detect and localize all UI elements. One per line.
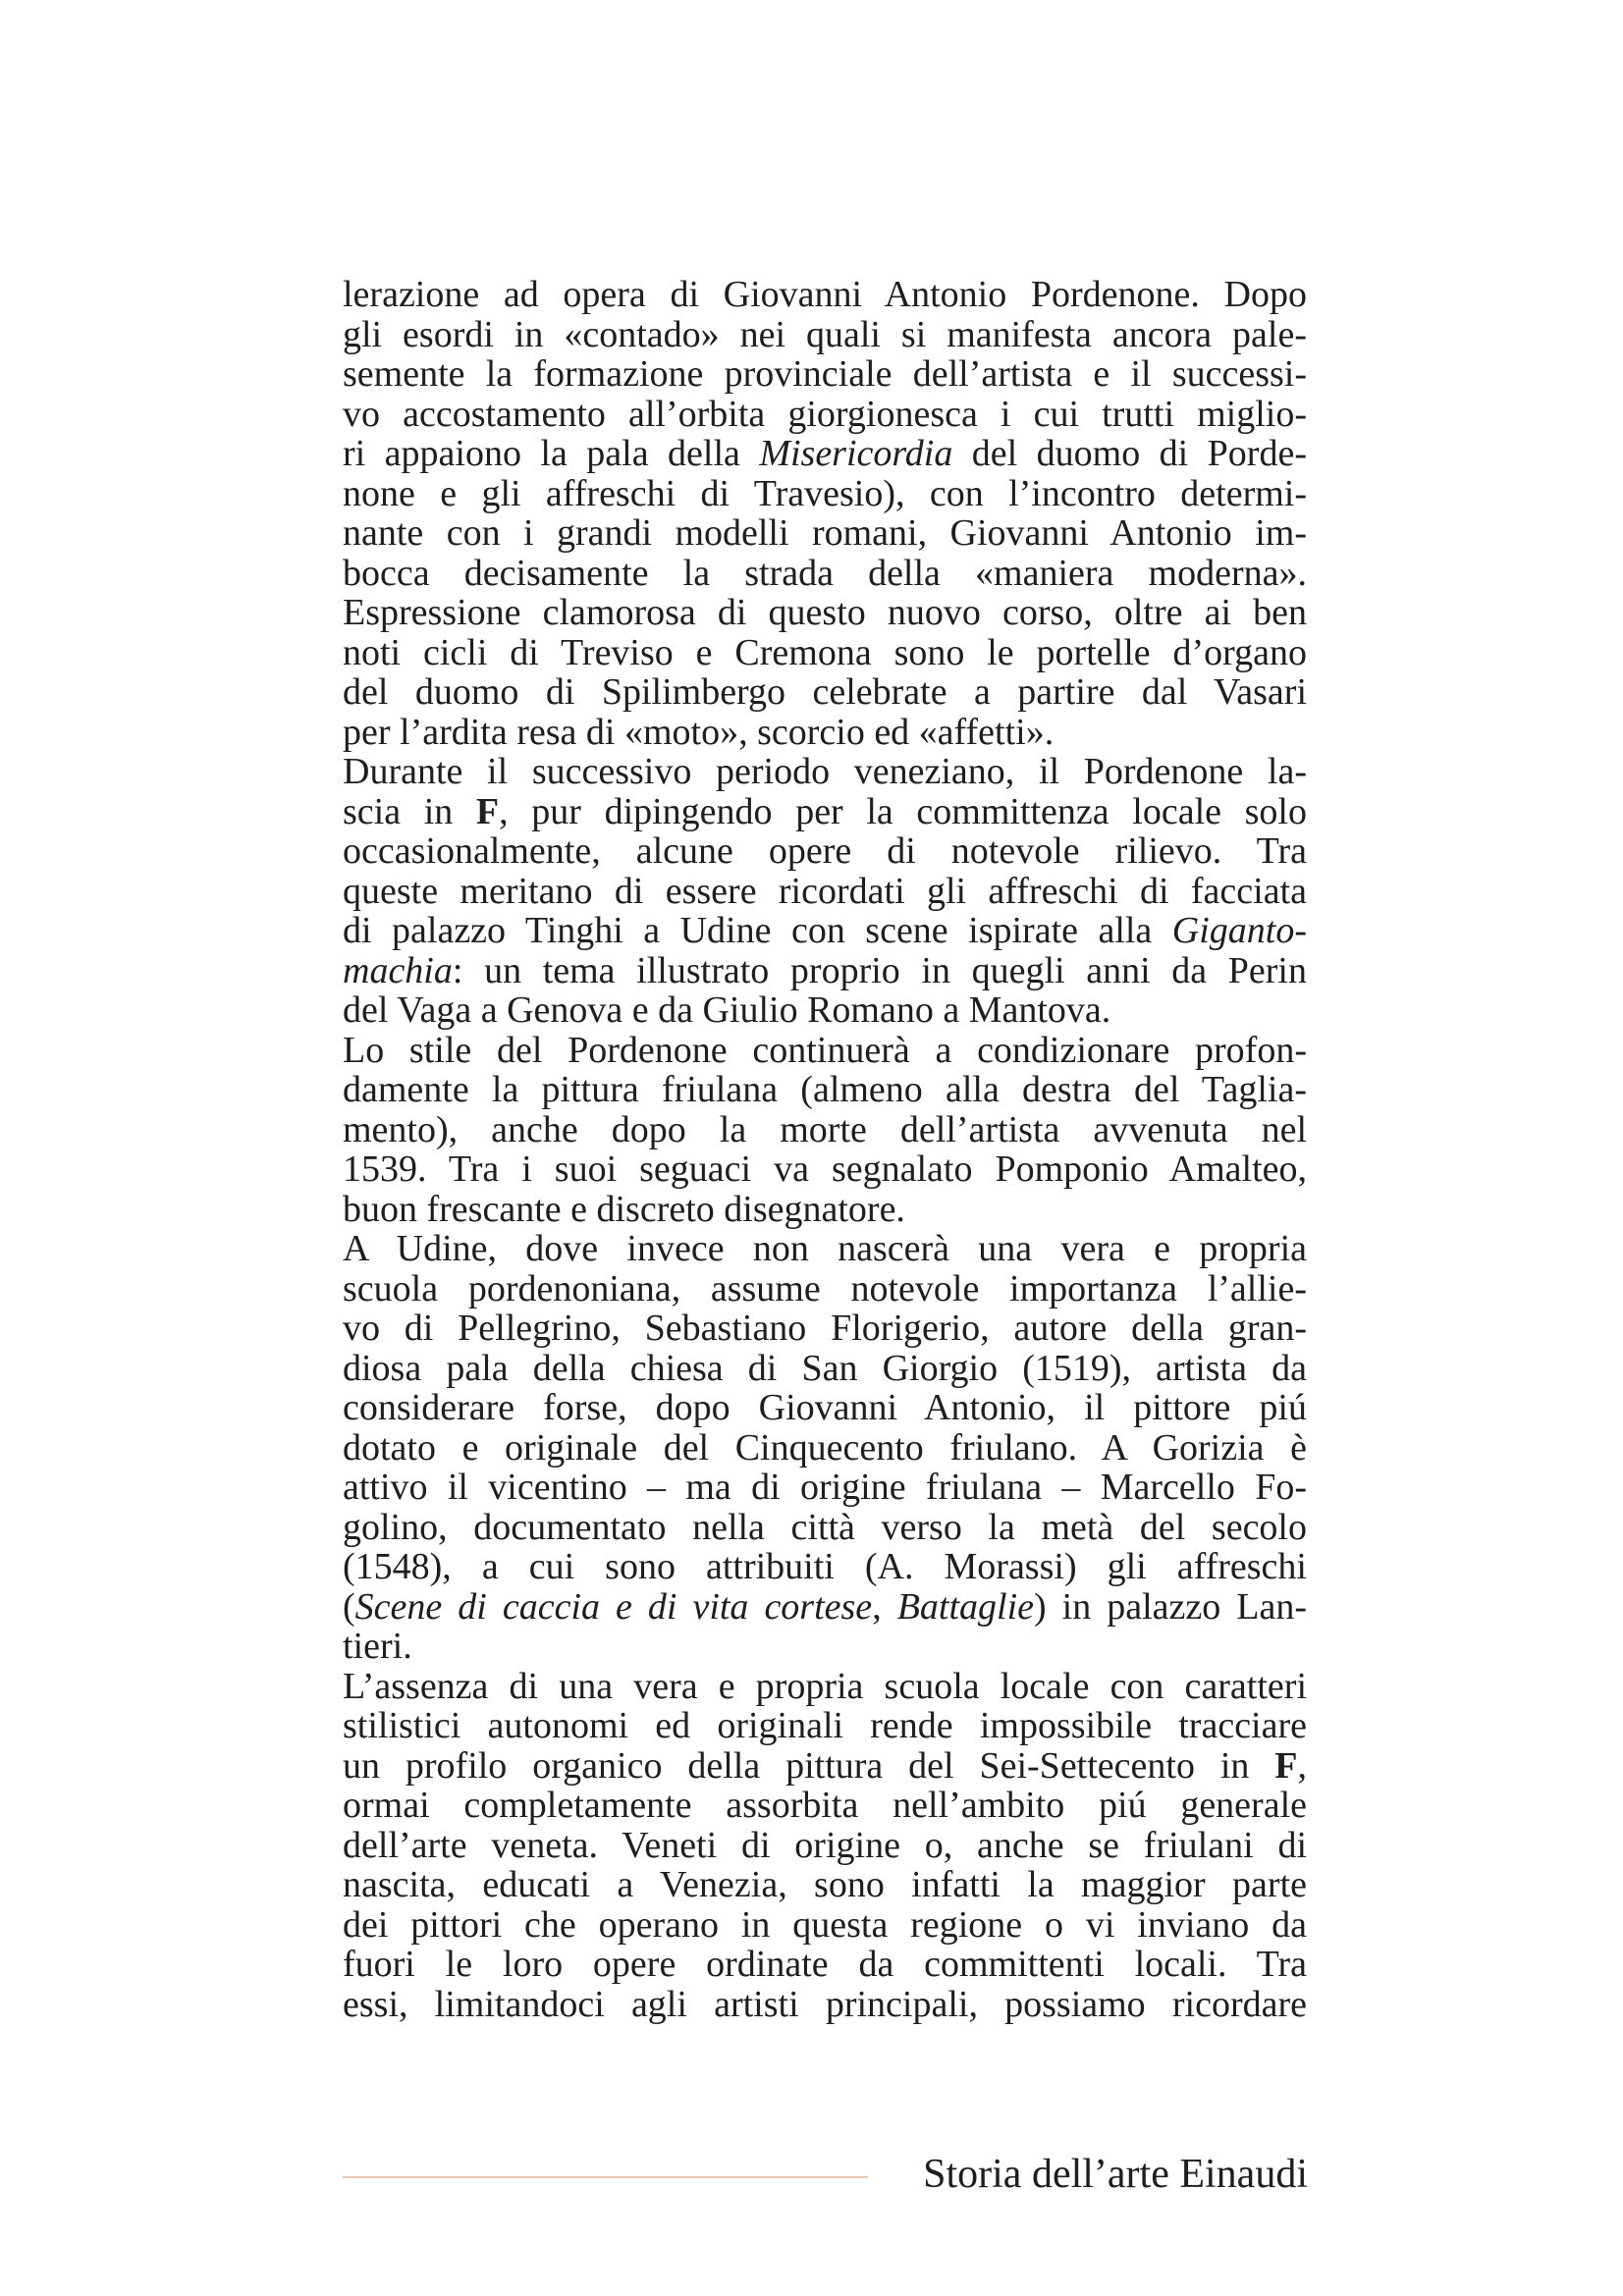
text-line [343, 951, 1307, 991]
text-line [343, 1031, 1307, 1071]
text-line [343, 1428, 1307, 1468]
text-line [343, 275, 1307, 315]
text-run: none e gli affreschi di Travesio), con l’incontro determi- [343, 472, 1307, 514]
text-run: noti cicli di Treviso e Cremona sono le portelle d’organo [343, 631, 1307, 673]
text-run: tieri. [343, 1626, 412, 1667]
bold-abbreviation: F [475, 790, 500, 832]
text-run: ) in palazzo Lan- [1034, 1585, 1308, 1628]
text-run: stilistici autonomi ed originali rende impossibile tracciare [343, 1705, 1307, 1746]
italic-title: Giganto- [1171, 910, 1307, 951]
text-line [343, 354, 1307, 395]
text-line [343, 872, 1307, 912]
text-run: del Vaga a Genova e da Giulio Romano a Mantova. [343, 989, 1111, 1031]
text-run: (1548), a cui sono attribuiti (A. Morassi) gli affreschi [343, 1546, 1307, 1587]
text-run: bocca decisamente la strada della «maniera moderna». [343, 552, 1307, 594]
text-run: lerazione ad opera di Giovanni Antonio Pordenone. Dopo [343, 274, 1307, 315]
text-line [343, 474, 1307, 514]
text-line [343, 1826, 1307, 1866]
text-run: damente la pittura friulana (almeno alla destra del Taglia- [343, 1069, 1307, 1110]
text-run: gli esordi in «contado» nei quali si manifesta ancora pale- [343, 313, 1307, 355]
text-line [343, 554, 1307, 594]
text-run: un profilo organico della pittura del Sei-Settecento in [343, 1744, 1275, 1787]
text-run: dei pittori che operano in questa regione o vi inviano da [343, 1903, 1307, 1946]
text-run: vo accostamento all’orbita giorgionesca i cui trutti miglio- [343, 393, 1307, 435]
italic-title: machia [343, 949, 453, 991]
text-run: , pur dipingendo per la committenza locale solo [499, 790, 1307, 832]
text-run: di palazzo Tinghi a Udine con scene ispirate alla [343, 910, 1172, 951]
text-run: attivo il vicentino – ma di origine friulana – Marcello Fo- [343, 1467, 1307, 1508]
text-run: ri appaiono la pala della [343, 433, 760, 474]
text-run: queste meritano di essere ricordati gli affreschi di facciata [343, 870, 1307, 912]
text-run: fuori le loro opere ordinate da committenti locali. Tra [343, 1944, 1307, 1985]
text-run: dotato e originale del Cinquecento friulano. A Gorizia è [343, 1426, 1307, 1468]
text-line [343, 593, 1307, 633]
paragraph [343, 1031, 1307, 1230]
text-line [343, 1149, 1307, 1190]
text-line [343, 990, 1307, 1031]
text-line [343, 1706, 1307, 1746]
text-run: Lo stile del Pordenone continuerà a condizionare profon- [343, 1029, 1307, 1071]
text-line [343, 1229, 1307, 1269]
paragraph [343, 1667, 1307, 2025]
text-line [343, 792, 1307, 832]
text-line [343, 831, 1307, 872]
text-line [343, 513, 1307, 554]
bold-abbreviation: F [1274, 1744, 1298, 1787]
text-line [343, 1945, 1307, 1985]
text-run: dell’arte veneta. Veneti di origine o, anche se friulani di [343, 1824, 1307, 1866]
text-run: essi, limitandoci agli artisti principali, possiamo ricordare [343, 1983, 1307, 2025]
page-body-text [343, 275, 1307, 2024]
text-run: buon frescante e discreto disegnatore. [343, 1188, 905, 1230]
text-line [343, 911, 1307, 951]
text-run: per l’ardita resa di «moto», scorcio ed «affetti». [343, 711, 1055, 753]
text-line [343, 1865, 1307, 1905]
text-line [343, 1190, 1307, 1230]
text-run: del duomo di Porde- [952, 433, 1307, 474]
text-line [343, 713, 1307, 753]
text-line [343, 1508, 1307, 1548]
text-run: considerare forse, dopo Giovanni Antonio, il pittore piú [343, 1387, 1307, 1428]
text-line [343, 672, 1307, 713]
text-run: , [872, 1585, 897, 1628]
text-run: diosa pala della chiesa di San Giorgio (1519), artista da [343, 1347, 1307, 1389]
text-line [343, 315, 1307, 355]
text-run: del duomo di Spilimbergo celebrate a partire dal Vasari [343, 671, 1307, 713]
text-run: semente la formazione provinciale dell’artista e il successi- [343, 353, 1307, 395]
text-run: , [1297, 1744, 1307, 1787]
footer-rule [343, 2176, 868, 2178]
text-line [343, 1587, 1307, 1628]
text-run: A Udine, dove invece non nascerà una vera e propria [343, 1228, 1307, 1269]
text-line [343, 1667, 1307, 1707]
text-run: ( [343, 1585, 355, 1628]
text-run: 1539. Tra i suoi seguaci va segnalato Pomponio Amalteo, [343, 1148, 1307, 1190]
text-line [343, 1746, 1307, 1787]
text-line [343, 1349, 1307, 1389]
text-line [343, 1627, 1307, 1667]
paragraph [343, 1229, 1307, 1667]
text-run: Espressione clamorosa di questo nuovo corso, oltre ai ben [343, 592, 1307, 633]
text-run: L’assenza di una vera e propria scuola locale con caratteri [343, 1665, 1307, 1707]
paragraph [343, 275, 1307, 752]
text-line [343, 1985, 1307, 2025]
text-line [343, 1269, 1307, 1309]
text-line [343, 752, 1307, 792]
text-run: scuola pordenoniana, assume notevole importanza l’allie- [343, 1267, 1307, 1309]
text-run: mento), anche dopo la morte dell’artista avvenuta nel [343, 1108, 1307, 1150]
footer-title: Storia dell’arte Einaudi [923, 2152, 1308, 2197]
text-line [343, 633, 1307, 673]
text-run: Durante il successivo periodo veneziano, il Pordenone la- [343, 751, 1307, 792]
text-run: : un tema illustrato proprio in quegli anni da Perin [452, 949, 1307, 991]
text-line [343, 1905, 1307, 1946]
text-line [343, 1468, 1307, 1508]
text-line [343, 1547, 1307, 1587]
text-line [343, 1070, 1307, 1110]
italic-title: Scene di caccia e di vita cortese [354, 1585, 873, 1628]
text-line [343, 1308, 1307, 1349]
italic-title: Misericordia [759, 433, 953, 474]
italic-title: Battaglie [896, 1585, 1035, 1628]
text-run: golino, documentato nella città verso la metà del secolo [343, 1506, 1307, 1548]
text-run: nascita, educati a Venezia, sono infatti la maggior parte [343, 1864, 1307, 1905]
text-run: nante con i grandi modelli romani, Giovanni Antonio im- [343, 512, 1307, 554]
text-line [343, 1388, 1307, 1428]
text-line [343, 1110, 1307, 1150]
text-line [343, 434, 1307, 474]
text-run: vo di Pellegrino, Sebastiano Florigerio, autore della gran- [343, 1308, 1307, 1349]
text-line [343, 1786, 1307, 1826]
text-run: occasionalmente, alcune opere di notevole rilievo. Tra [343, 830, 1307, 872]
text-run: scia in [343, 790, 476, 832]
text-line [343, 395, 1307, 435]
paragraph [343, 752, 1307, 1031]
text-run: ormai completamente assorbita nell’ambito piú generale [343, 1785, 1307, 1826]
